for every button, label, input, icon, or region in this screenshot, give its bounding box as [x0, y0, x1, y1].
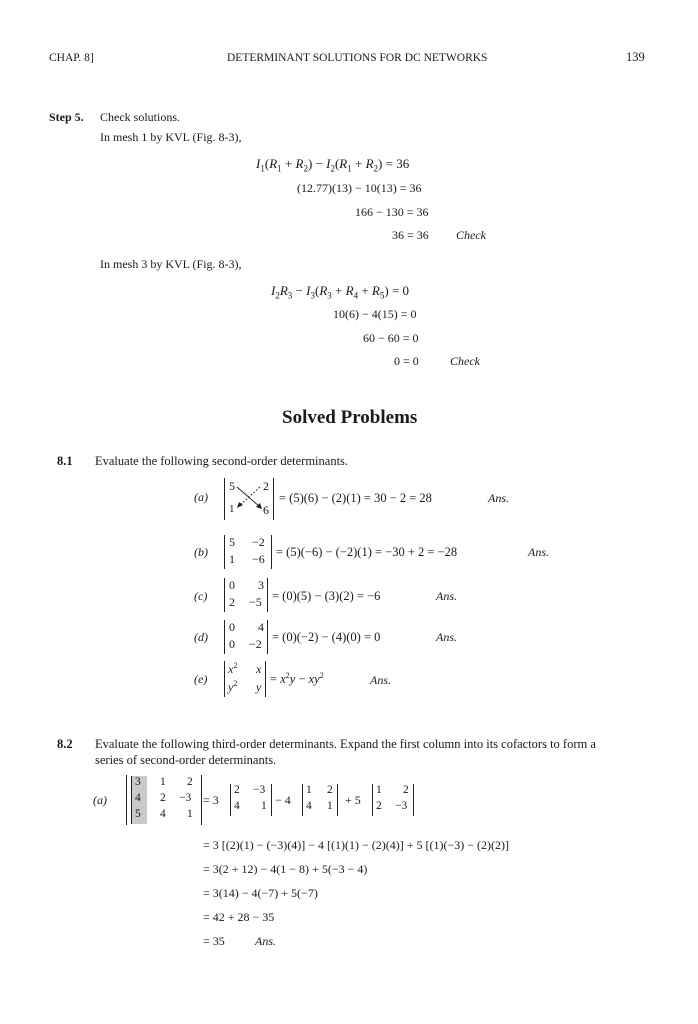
det-c-11: 0	[229, 578, 235, 592]
det-b-12: −2	[252, 535, 265, 549]
part-e-label: (e)	[194, 672, 208, 686]
part-b-ans: Ans.	[528, 545, 549, 559]
det-c-12: 3	[258, 578, 264, 592]
part-e-result: = $x^2y - xy^2$	[270, 671, 324, 687]
problem-8-2-number: 8.2	[57, 737, 73, 751]
part-b-label: (b)	[194, 545, 208, 559]
cof1-12: −3	[253, 784, 266, 796]
part-c-label: (c)	[194, 589, 208, 603]
m-32: 4	[160, 808, 166, 820]
part-c-ans: Ans.	[436, 589, 457, 603]
mesh3-intro: In mesh 3 by KVL (Fig. 8-3),	[100, 257, 242, 271]
det-a-22: 6	[263, 503, 269, 517]
cof3-11: 1	[376, 784, 382, 796]
cof2-21: 4	[306, 800, 312, 812]
cof1-22: 1	[261, 800, 267, 812]
m-12: 1	[160, 776, 166, 788]
det-d-12: 4	[258, 620, 264, 634]
determinant-b	[224, 535, 272, 569]
part-e-ans: Ans.	[370, 673, 391, 687]
det-c-21: 2	[229, 595, 235, 609]
problem-8-2-statement-2: series of second-order determinants.	[95, 753, 277, 767]
det-e-21: $y^2$	[228, 679, 238, 694]
step5-text: Check solutions.	[100, 110, 180, 124]
mesh1-line-2: 166 − 130 = 36	[355, 205, 429, 219]
expansion-step-4: = 42 + 28 − 35	[203, 910, 275, 924]
part-a-ans: Ans.	[488, 491, 509, 505]
step5-label-text: Step 5.	[49, 110, 84, 124]
part-a-label: (a)	[194, 490, 208, 504]
part-c-result: = (0)(5) − (3)(2) = −6	[272, 589, 381, 603]
det-b-21: 1	[229, 552, 235, 566]
m-21: 4	[135, 792, 141, 804]
problem-8-1-number: 8.1	[57, 454, 73, 468]
section-title: Solved Problems	[282, 407, 418, 428]
determinant-3x3	[126, 775, 202, 825]
cof1-11: 2	[234, 784, 240, 796]
part-b-result: = (5)(−6) − (−2)(1) = −30 + 2 = −28	[276, 545, 458, 559]
det-a-12: 2	[263, 479, 269, 493]
determinant-d	[224, 620, 268, 654]
determinant-e	[224, 661, 266, 697]
cofactor-2	[302, 784, 338, 816]
step5-label	[49, 110, 84, 125]
expansion-step-5: = 35	[203, 934, 225, 948]
p82-part-a-label: (a)	[93, 793, 107, 807]
det-a-11: 5	[229, 479, 235, 493]
mesh3-check: Check	[450, 354, 480, 368]
problem-8-2-statement-1: Evaluate the following third-order determinants. Expand the first column into its cofactors to form a	[95, 737, 596, 751]
det-e-11: $x^2$	[228, 661, 238, 676]
expansion-step-1: = 3 [(2)(1) − (−3)(4)] − 4 [(1)(1) − (2)(4)] + 5 [(1)(−3) − (2)(2)]	[203, 838, 510, 852]
mesh1-check: Check	[456, 228, 486, 242]
part-a-result: = (5)(6) − (2)(1) = 30 − 2 = 28	[279, 491, 432, 505]
cofactor-1	[230, 784, 272, 816]
m-31: 5	[135, 808, 141, 820]
mesh3-line-3: 0 = 0	[394, 354, 419, 368]
coef-2: − 4	[275, 793, 291, 807]
cof3-22: −3	[395, 800, 408, 812]
mesh1-line-3: 36 = 36	[392, 228, 429, 242]
det-d-11: 0	[229, 620, 235, 634]
m-23: −3	[179, 792, 192, 804]
det-a-21: 1	[229, 503, 235, 515]
problem-8-1-statement: Evaluate the following second-order determinants.	[95, 454, 349, 468]
cof3-21: 2	[376, 800, 382, 812]
determinant-c	[224, 578, 268, 612]
det-d-22: −2	[249, 637, 262, 651]
header-chapter: CHAP. 8]	[49, 52, 94, 64]
det-e-12: x	[256, 662, 262, 676]
cof2-11: 1	[306, 784, 312, 796]
mesh1-intro: In mesh 1 by KVL (Fig. 8-3),	[100, 130, 242, 144]
expansion-step-3: = 3(14) − 4(−7) + 5(−7)	[203, 886, 318, 900]
p82-ans: Ans.	[255, 934, 276, 948]
part-d-label: (d)	[194, 630, 208, 644]
mesh3-line-1: 10(6) − 4(15) = 0	[333, 307, 417, 321]
expansion-step-2: = 3(2 + 12) − 4(1 − 8) + 5(−3 − 4)	[203, 862, 368, 876]
page-number: 139	[626, 50, 645, 64]
mesh1-line-1: (12.77)(13) − 10(13) = 36	[297, 181, 422, 195]
cof3-12: 2	[403, 784, 409, 796]
determinant-a	[224, 478, 274, 520]
m-13: 2	[187, 776, 193, 788]
det-b-11: 5	[229, 535, 235, 549]
cof2-12: 2	[327, 784, 333, 796]
mesh3-line-2: 60 − 60 = 0	[363, 331, 419, 345]
det-c-22: −5	[249, 595, 262, 609]
part-d-ans: Ans.	[436, 630, 457, 644]
coef-3: + 5	[345, 793, 361, 807]
part-d-result: = (0)(−2) − (4)(0) = 0	[272, 630, 381, 644]
m-11: 3	[135, 776, 141, 788]
mesh1-equation-main: $I_1(R_1 + R_2) - I_2(R_1 + R_2) = 36$	[256, 156, 410, 174]
cofactor-3	[372, 784, 414, 816]
mesh3-equation-main: $I_2R_3 - I_3(R_3 + R_4 + R_5) = 0$	[271, 283, 410, 301]
coef-1: = 3	[203, 793, 219, 807]
header-title: DETERMINANT SOLUTIONS FOR DC NETWORKS	[227, 52, 488, 64]
det-d-21: 0	[229, 637, 235, 651]
cof2-22: 1	[327, 800, 333, 812]
cross-arrows-icon	[233, 484, 267, 512]
det-e-22: y	[256, 680, 262, 694]
m-33: 1	[187, 808, 193, 820]
det-b-22: −6	[252, 552, 265, 566]
m-22: 2	[160, 792, 166, 804]
cof1-21: 4	[234, 800, 240, 812]
